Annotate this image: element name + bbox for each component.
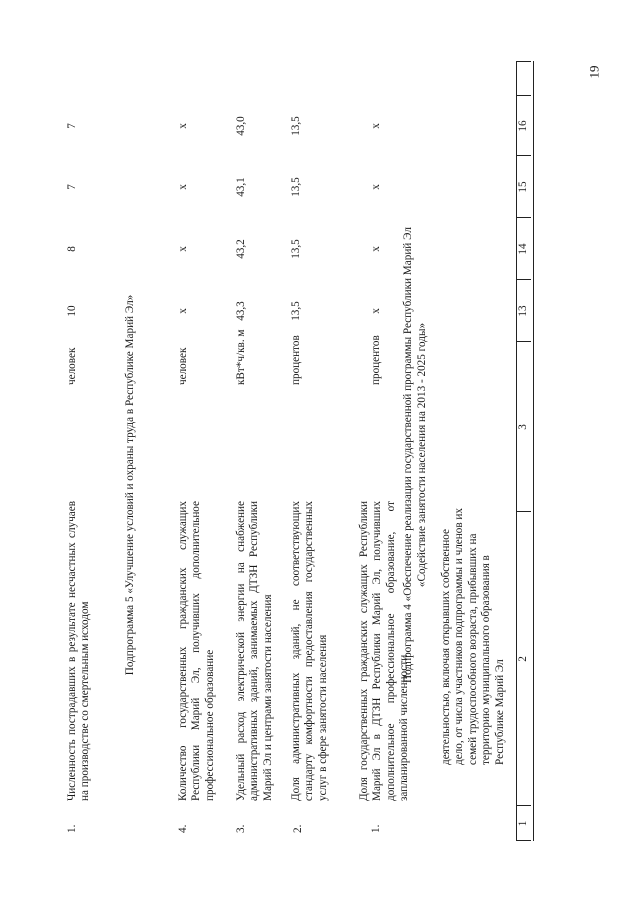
- row-value-13: 43,3: [235, 301, 247, 321]
- row-value-14: х: [370, 246, 382, 252]
- row-value-13: х: [370, 308, 382, 314]
- row-value-14: 13,5: [290, 239, 302, 259]
- row-unit: процентов: [370, 335, 382, 385]
- col-divider: [516, 61, 531, 62]
- row-value-13: 10: [66, 305, 78, 317]
- row-value-13: 13,5: [290, 301, 302, 321]
- header-col-1: 1: [517, 820, 529, 827]
- intro-text: деятельностью, включая открывших собственное дело, от числа участников подпрограммы и членов их семей трудоспособного возраста, прибывших на территорию муниципального образования в Республике Марий Эл: [440, 508, 506, 765]
- header-col-14: 14: [517, 243, 529, 255]
- subprogram5-title: Подпрограмма 5 «Улучшение условий и охраны труда в Республике Марий Эл»: [124, 294, 136, 676]
- header-col-2: 2: [517, 656, 529, 662]
- row-value-15: 13,5: [290, 177, 302, 197]
- row-value-14: 8: [66, 246, 78, 252]
- row-value-14: х: [177, 246, 189, 252]
- row-value-16: 7: [66, 123, 78, 129]
- row-name: Доля административных зданий, не соответствующих стандарту комфортности предоставления государственных услуг в сфере занятости населения: [290, 501, 329, 801]
- row-number: 1.: [66, 824, 78, 833]
- row-value-16: х: [177, 123, 189, 129]
- row-number: 1.: [370, 824, 382, 833]
- header-col-13: 13: [517, 305, 529, 317]
- row-unit: человек: [177, 347, 189, 385]
- row-value-13: х: [177, 308, 189, 314]
- row-value-15: 7: [66, 184, 78, 190]
- row-name: Удельный расход электрической энергии на снабжение административных зданий, занимаемых ДТЗН Республики Марий Эл и центрами занятости населения: [235, 501, 274, 801]
- row-value-16: х: [370, 123, 382, 129]
- row-value-16: 43,0: [235, 116, 247, 136]
- row-unit: процентов: [290, 335, 302, 385]
- row-name: Количество государственных гражданских служащих Республики Марий Эл, получивших дополнительное профессиональное образование: [177, 501, 216, 801]
- header-col-15: 15: [517, 181, 529, 193]
- header-col-3: 3: [517, 424, 529, 430]
- row-value-15: х: [177, 184, 189, 190]
- row-number: 4.: [177, 824, 189, 833]
- row-value-16: 13,5: [290, 116, 302, 136]
- row-number: 2.: [292, 824, 304, 833]
- row-value-15: х: [370, 184, 382, 190]
- row-number: 3.: [235, 824, 247, 833]
- row-unit: человек: [66, 347, 78, 385]
- header-bottom-line: [533, 61, 534, 841]
- row-name: Доля государственных гражданских служащих Республики Марий Эл в ДТЗН Республики Марий Эл, получивших дополнительное профессиональное образование, от запланированной численности: [358, 501, 411, 801]
- row-value-15: 43,1: [235, 177, 247, 197]
- subprogram4-title-line2: «Содействие занятости населения на 2013 - 2025 годы»: [416, 322, 428, 588]
- row-value-14: 43,2: [235, 239, 247, 259]
- header-col-16: 16: [517, 120, 529, 132]
- page-number: 19: [586, 65, 602, 79]
- subprogram4-title-line1: Подпрограмма 4 «Обеспечение реализации государственной программы Республики Марий Эл: [402, 227, 414, 683]
- row-name: Численность пострадавших в результате несчастных случаев на производстве со смертельным исходом: [66, 501, 92, 801]
- row-unit: кВт*ч/кв. м: [235, 329, 247, 385]
